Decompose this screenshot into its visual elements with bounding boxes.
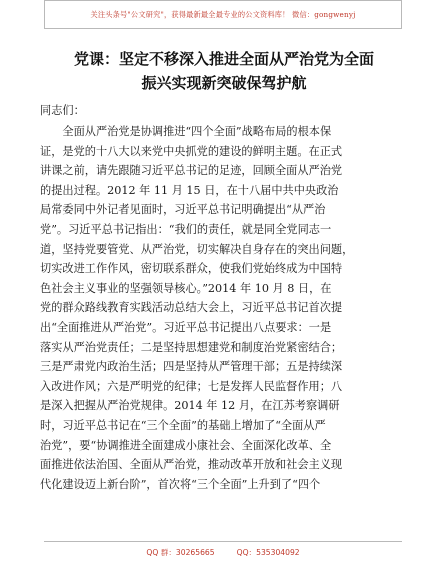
footer-qq-group: QQ 群：30265665 (146, 547, 215, 557)
body-line: 是深入把握从严治党规律。2014 年 12 月，在江苏考察调研 (40, 399, 340, 413)
body-line: 入改进作风；六是严明党的纪律；七是发挥人民监督作用；八 (40, 379, 343, 393)
body-line: 的提出过程。2012 年 11 月 15 日，在十八届中共中央政治 (40, 183, 339, 197)
body-line: 面推进依法治国、全面从严治党，推动改革开放和社会主义现 (40, 458, 343, 472)
body-line: 党的群众路线教育实践活动总结大会上，习近平总书记首次提 (40, 301, 343, 315)
body-line: 道，坚持党要管党、从严治党，切实解决自身存在的突出问题， (40, 242, 354, 256)
body-line: 治党”，要“协调推进全面建成小康社会、全面深化改革、全 (40, 438, 332, 452)
document-title (40, 47, 408, 95)
title-line-2: 振兴实现新突破保驾护航 (141, 74, 307, 92)
header-banner-text: 关注头条号"公文研究"，获得最新最全最专业的公文资料库！ 微信：gongwenyj (90, 9, 356, 19)
body-line: 证，是党的十八大以来党中央抓党的建设的鲜明主题。在正式 (40, 144, 343, 158)
header-banner (44, 0, 402, 29)
body-line: 出“全面推进从严治党”。习近平总书记提出八点要求：一是 (40, 320, 332, 334)
body-line: 落实从严治党责任；二是坚持思想建党和制度治党紧密结合； (40, 340, 343, 354)
title-line-1: 党课：坚定不移深入推进全面从严治党为全面 (73, 50, 374, 68)
body-line: 时，习近平总书记在“三个全面”的基础上增加了“全面从严 (40, 418, 326, 432)
body-line: 党”。习近平总书记指出：“我们的责任，就是同全党同志一 (40, 222, 332, 236)
body-line: 局常委同中外记者见面时，习近平总书记明确提出“从严治 (40, 203, 326, 217)
body-line: 代化建设迈上新台阶”，首次将“三个全面”上升到了“四个 (40, 477, 321, 491)
salutation: 同志们： (40, 104, 85, 117)
body-line: 讲课之前，请先跟随习近平总书记的足迹，回顾全面从严治党 (40, 164, 343, 178)
footer-qq: QQ：535304092 (236, 547, 300, 557)
body-line: 色社会主义事业的坚强领导核心。”2014 年 10 月 8 日，在 (40, 281, 332, 295)
body-line: 全面从严治党是协调推进“四个全面”战略布局的根本保 (40, 125, 332, 138)
body-text (40, 122, 408, 494)
footer (44, 541, 402, 562)
body-line: 三是严肃党内政治生活；四是坚持从严管理干部；五是持续深 (40, 360, 343, 374)
body-line: 切实改进工作作风，密切联系群众，使我们党始终成为中国特 (40, 262, 343, 276)
